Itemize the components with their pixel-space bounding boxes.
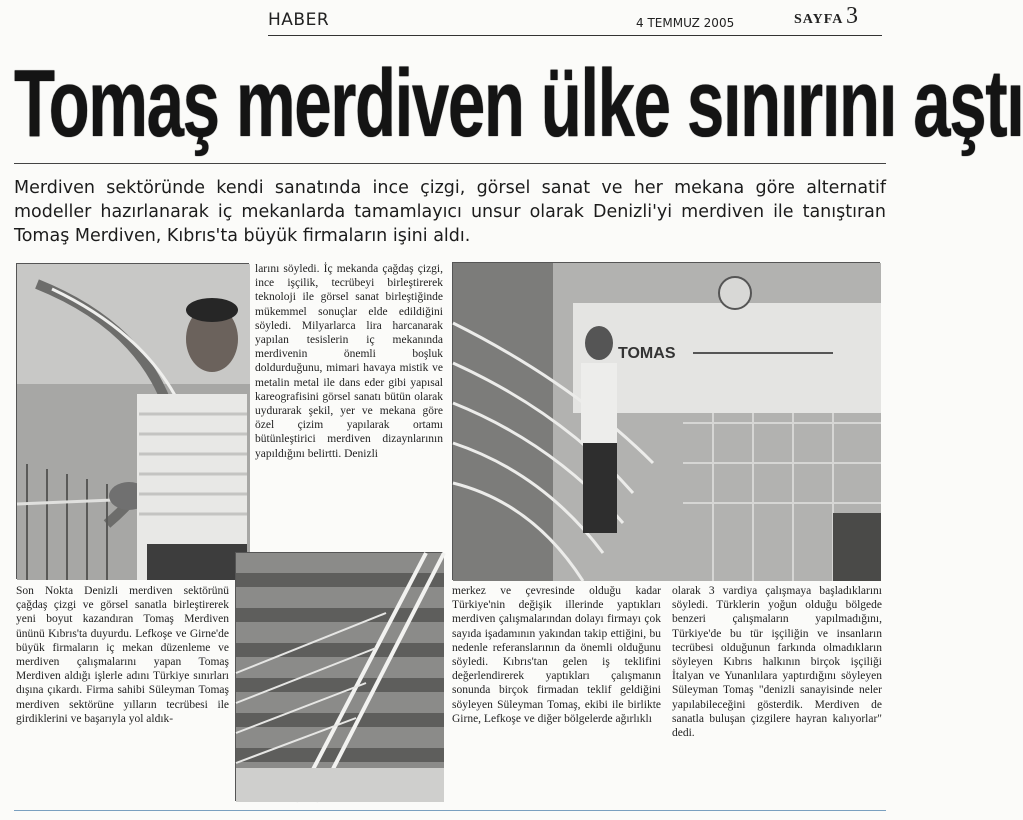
headline-text: Tomaş merdiven ülke sınırını aştı xyxy=(14,50,1023,157)
issue-date: 4 TEMMUZ 2005 xyxy=(636,16,735,30)
headline-rule xyxy=(14,163,886,164)
masthead-rule xyxy=(268,35,882,36)
photo-staircase-showroom xyxy=(452,262,880,580)
bottom-rule xyxy=(14,810,886,811)
photo-staircase-showroom-image xyxy=(453,263,881,581)
article-column-3: merkez ve çevresinde olduğu kadar Türkiye'nin değişik illerinde yaptıkları merdiven çalışmalarından dolayı firmayı çok sayıda işadamının yakından takip ettiğini, bu nedenle referanslarının da önemli olduğunu söyledi. Kıbrıs'tan gelen iş teklifini değerlendirerek yaptıkları çalışmanın sonunda birçok firmadan teklif geldiğini söyleyen Süleyman Tomaş, ekibi ile birlikte Girne, Lefkoşe ve diğer bölgelerde ağırlıklı xyxy=(452,585,661,725)
masthead xyxy=(0,0,900,40)
lead-paragraph: Merdiven sektöründe kendi sanatında ince çizgi, görsel sanat ve her mekana göre alternatif modeller hazırlanarak iç mekanlarda tamamlayıcı unsur olarak Denizli'yi merdiven ile tanıştıran Tomaş Merdiven, Kıbrıs'ta büyük firmaların işini aldı. xyxy=(14,178,886,246)
article-column-4: olarak 3 vardiya çalışmaya başladıklarını söyledi. Türklerin yoğun olduğu bölgede benzeri çalışmaların yapılmadığını, Türkiye'de bu tür işçiliğin ve insanların tecrübesi olduğunun farkında olmadıkların söyleyen Kıbrıs halkının birçok işçiliği İtalyan ve Yunanlılara yaptırdığını söyleyen Süleyman Tomaş "denizli sanayisinde neler yapılabileceğini gösterdik. Merdiven de sanatla buluşan çizgilere hayran kalıyorlar" dedi. xyxy=(672,585,882,740)
section-name: HABER xyxy=(268,10,330,30)
photo-man-portrait xyxy=(16,263,249,579)
photo-staircase-railing xyxy=(235,552,443,801)
page-number: 3 xyxy=(846,3,858,29)
article-column-1: Son Nokta Denizli merdiven sektörünü çağdaş çizgi ve görsel sanatla birleştirerek yeni boyut kazandıran Tomaş Merdiven ününü Kıbrıs'ta duyurdu. Lefkoşe ve Girne'de büyük firmaların iç mekan düzenleme ve merdiven çalışmalarını yapan Tomaş Merdiven aldığı işlerle adını Türkiye sınırları dışına çıkardı. Firma sahibi Süleyman Tomaş merdiven sektörüne yılların tecrübesi ile girdiklerini ve başarıyla yol aldık- xyxy=(16,585,229,725)
article-column-2: larını söyledi. İç mekanda çağdaş çizgi, ince işçilik, tecrübeyi birleştirerek teknoloji ile görsel sanat birleştiğinde mükemmel sonuçlar elde edildiğini söyledi. Milyarlarca lira harcanarak yapılan tesislerin iç mekanında merdivenin önemli boşluk doldurduğunu, mimari havaya mistik ve metalin metal ile dans eder gibi yapısal kareografisini görsel sanatı bütün olarak uydurarak şekil, yer ve mekana göre özel çizim yapılarak ortamı bütünleştirici merdiven dizaynlarının yapıldığını belirtti. Denizli xyxy=(255,263,443,460)
page-label: SAYFA xyxy=(794,12,844,27)
photo-man-portrait-image xyxy=(17,264,250,580)
photo-staircase-railing-image xyxy=(236,553,444,802)
photo-sign-text: TOMAS xyxy=(618,345,676,362)
headline xyxy=(14,44,1023,164)
